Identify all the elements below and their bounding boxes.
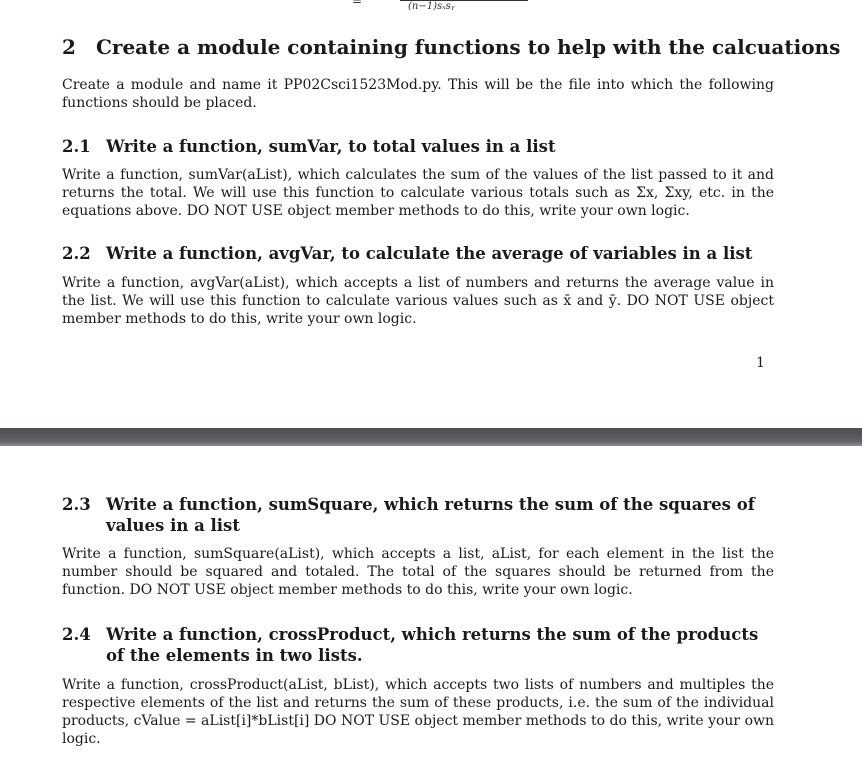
subsection-title: Write a function, avgVar, to calculate the average of variables in a list [106,244,753,263]
document-page-2 [0,446,862,773]
subsection-number: 2.4 [62,625,91,644]
subsection-title: Write a function, sumSquare, which returns the sum of the squares of values in a list [106,495,755,535]
subsection-body-2-2: Write a function, avgVar(aList), which accepts a list of numbers and returns the average value in the list. We will use this function to calculate various values such as x̄ and ȳ. DO NOT USE object member methods to do this, write your own logic. [62,275,774,327]
page-number: 1 [756,355,765,371]
section-heading [62,35,840,59]
subsection-number: 2.2 [62,244,91,263]
subsection-body-2-4: Write a function, crossProduct(aList, bList), which accepts two lists of numbers and multiples the respective elements of the list and returns the sum of these products, i.e. the sum of the individual products, cValue = aList[i]*bList[i] DO NOT USE object member methods to do this, write your own logic. [62,677,774,747]
formula-denominator: (n−1)sₓsᵧ [408,1,455,12]
subsection-body-2-1: Write a function, sumVar(aList), which calculates the sum of the values of the list passed to it and returns the total. We will use this function to calculate various totals such as Σx, Σxy, etc. in the equations above. DO NOT USE object member methods to do this, write your own logic. [62,167,774,219]
section-number: 2 [62,35,76,59]
subsection-body-2-3: Write a function, sumSquare(aList), which accepts a list, aList, for each element in the list the number should be squared and totaled. The total of the squares should be returned from the function. DO NOT USE object member methods to do this, write your own logic. [62,546,774,598]
page-separator [0,428,862,446]
subsection-title: Write a function, crossProduct, which returns the sum of the products of the elements in two lists. [106,625,759,665]
subsection-number: 2.3 [62,495,91,514]
subsection-number: 2.1 [62,137,91,156]
intro-paragraph: Create a module and name it PP02Csci1523Mod.py. This will be the file into which the following functions should be placed. [62,77,774,111]
formula-equals: = [352,0,363,8]
section-title: Create a module containing functions to help with the calcuations [96,35,841,59]
subsection-title: Write a function, sumVar, to total values in a list [106,137,556,156]
